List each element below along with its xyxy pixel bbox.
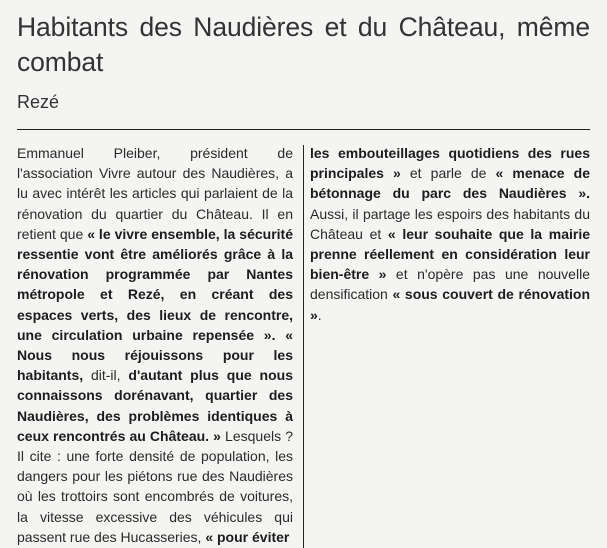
column-2-paragraph [310, 143, 590, 325]
article-location: Rezé [17, 92, 60, 112]
column-divider [303, 145, 304, 548]
quote-text: d'autant plus que nous connaissons dorénavant, quartier des Naudières, des problèmes identiques à ceux rencontrés au Château. » [17, 367, 293, 444]
article-column-1 [17, 143, 299, 548]
article-column-2 [310, 143, 590, 548]
quote-text: « pour éviter [205, 528, 290, 545]
body-text: et parle de [400, 165, 496, 182]
quote-text: les embouteillages quotidiens des rues principales » [310, 145, 590, 182]
body-text: Lesquels ? Il cite : une forte densité de population, les dangers pour les piétons rue des Naudières où les trottoirs sont encombrés de voitures, la vitesse excessive des véhicules qui passent rue des Hucasseries, [17, 427, 293, 545]
header-divider [17, 129, 590, 130]
body-text: et n'opère pas une nouvelle densification [310, 266, 590, 303]
body-text: . [317, 306, 322, 323]
body-text: Emmanuel Pleiber, président de l'association Vivre autour des Naudières, a lu avec intérêt les articles qui parlaient de la rénovation du quartier du Château. Il en retient que [17, 145, 293, 242]
body-text: dit-il, [83, 367, 129, 384]
quote-text: « sous couvert de rénovation » [310, 286, 591, 323]
body-text: Aussi, il partage les espoirs des habitants du Château et [310, 205, 590, 242]
quote-text: « le vivre ensemble, la sécurité ressentie vont être améliorés grâce à la rénovation programmée par Nantes métropole et Rezé, en créant des espaces verts, des lieux de rencontre, une circulation urbaine repensée ». « Nous nous réjouissons pour les habitants, [17, 225, 293, 384]
quote-text: « leur souhaite que la mairie prenne réellement en considération leur bien-être » [310, 225, 590, 283]
article-title: Habitants des Naudières et du Château, même combat [17, 12, 590, 77]
article-body [17, 143, 590, 548]
quote-text: « menace de bétonnage du parc des Naudières ». [310, 165, 590, 202]
column-1-paragraph [17, 143, 293, 547]
